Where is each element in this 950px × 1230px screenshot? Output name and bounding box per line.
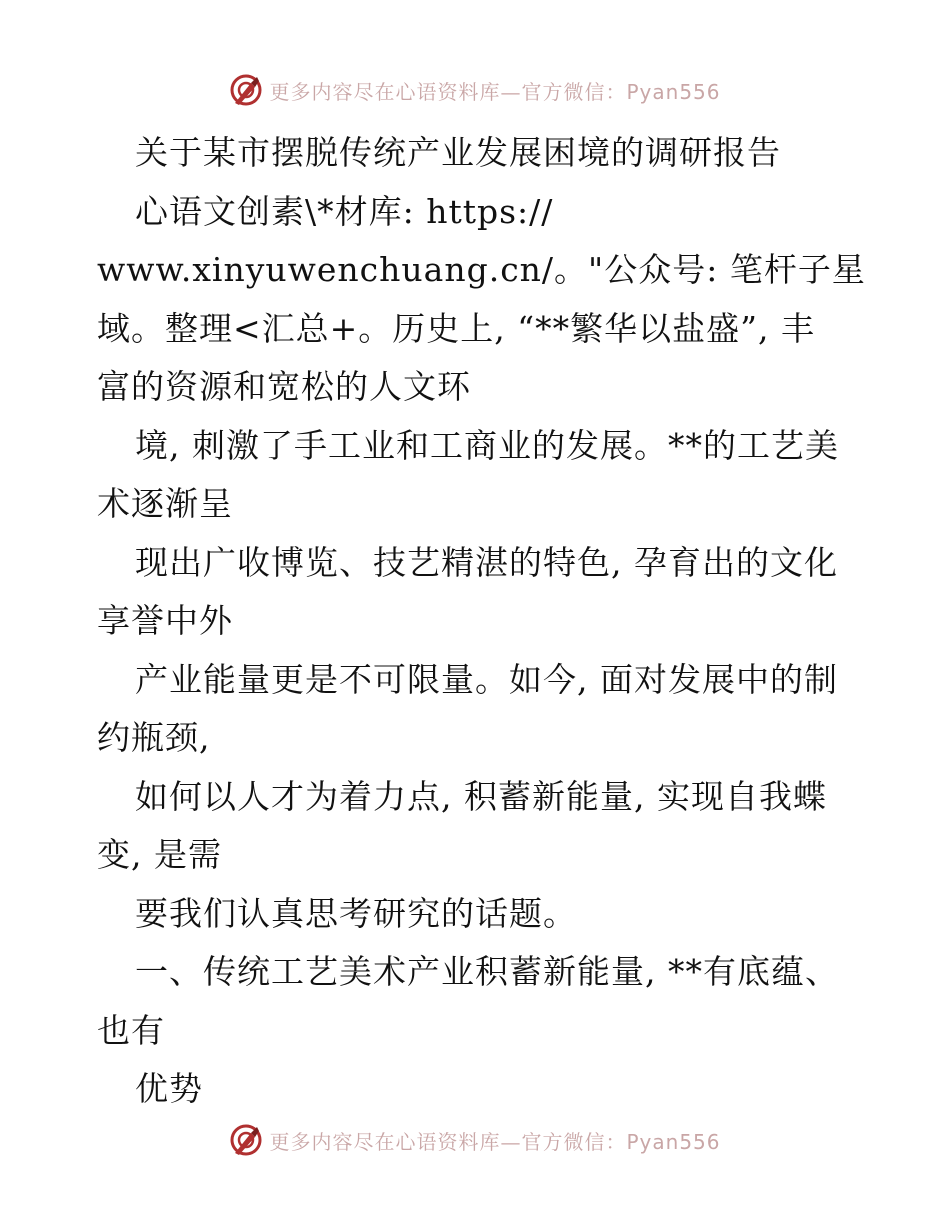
document-line: 如何以人才为着力点, 积蓄新能量, 实现自我蝶 bbox=[135, 776, 827, 816]
document-line: 优势 bbox=[135, 1069, 203, 1108]
document-line: 变, 是需 bbox=[97, 835, 222, 874]
document-line: 富的资源和宽松的人文环 bbox=[97, 367, 471, 406]
document-line: 约瓶颈, bbox=[97, 718, 211, 757]
document-line: 术逐渐呈 bbox=[97, 484, 233, 523]
document-line: 心语文创素\*材库: https:// bbox=[135, 191, 554, 231]
brand-logo-icon bbox=[229, 73, 263, 107]
banner-slogan: 更多内容尽在心语资料库—官方微信： bbox=[269, 79, 627, 104]
document-line: 关于某市摆脱传统产业发展困境的调研报告 bbox=[135, 133, 781, 172]
document-line: 也有 bbox=[97, 1010, 165, 1050]
document-body bbox=[97, 124, 866, 1119]
document-line: 享誉中外 bbox=[97, 601, 233, 640]
document-line: 一、传统工艺美术产业积蓄新能量, **有底蕴、 bbox=[135, 952, 839, 991]
document-line: 域。整理<汇总+。历史上, “**繁华以盐盛”, 丰 bbox=[97, 308, 816, 348]
banner-text bbox=[269, 1126, 720, 1155]
header-banner bbox=[0, 70, 950, 110]
brand-logo-icon bbox=[229, 1123, 263, 1157]
footer-banner bbox=[0, 1120, 950, 1160]
document-line: 产业能量更是不可限量。如今, 面对发展中的制 bbox=[135, 659, 838, 699]
document-line: 境, 刺激了手工业和工商业的发展。**的工艺美 bbox=[135, 425, 839, 465]
document-line: 要我们认真思考研究的话题。 bbox=[135, 893, 577, 933]
header-banner-inner bbox=[229, 73, 720, 107]
banner-slogan: 更多内容尽在心语资料库—官方微信： bbox=[269, 1129, 627, 1154]
banner-wechat: Pyan556 bbox=[626, 79, 721, 104]
banner-text bbox=[269, 76, 720, 105]
footer-banner-inner bbox=[229, 1123, 720, 1157]
banner-wechat: Pyan556 bbox=[626, 1129, 721, 1154]
document-line: 现出广收博览、技艺精湛的特色, 孕育出的文化 bbox=[135, 542, 838, 582]
document-line: www.xinyuwenchuang.cn/。"公众号: 笔杆子星 bbox=[97, 250, 866, 289]
